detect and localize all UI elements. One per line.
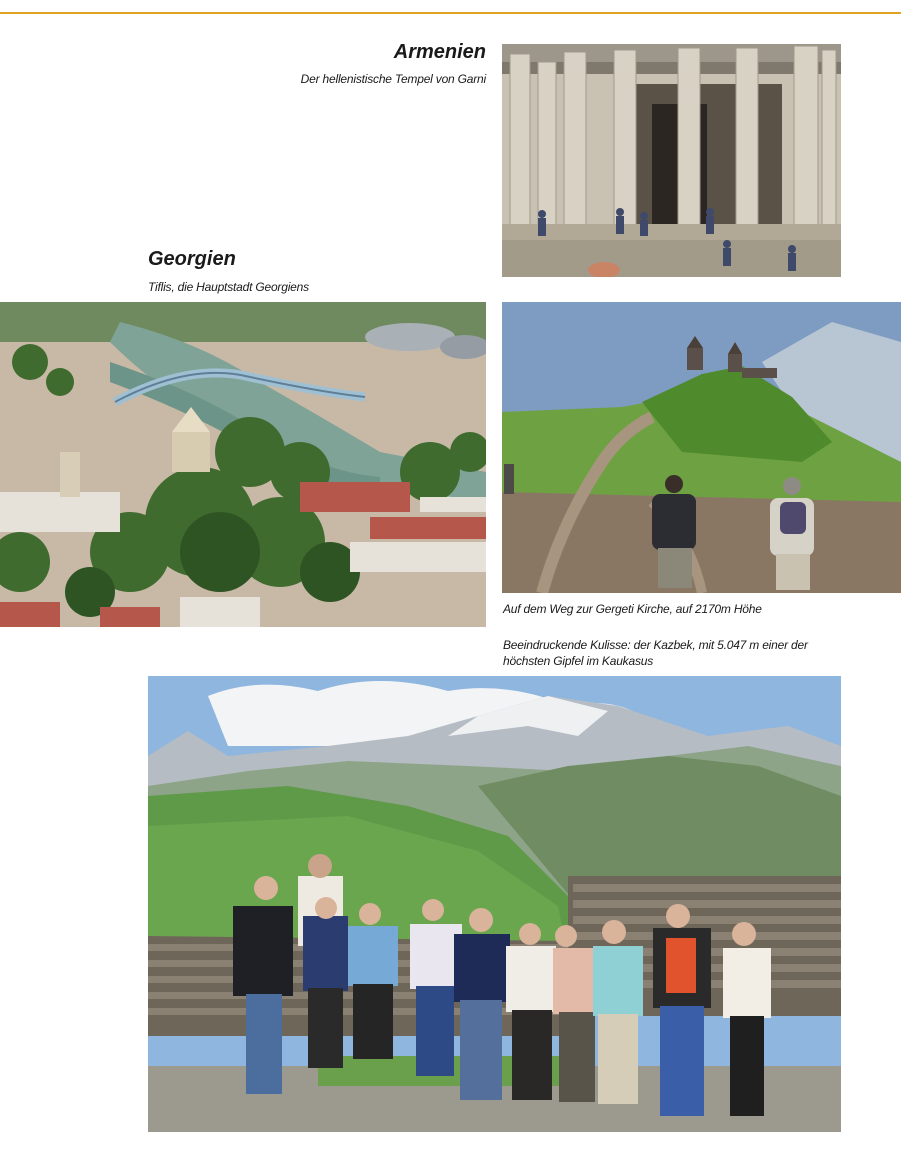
gergeti-church-photo bbox=[502, 302, 901, 593]
top-accent-rule bbox=[0, 12, 901, 14]
georgia-heading: Georgien bbox=[148, 248, 236, 270]
kazbek-group-photo bbox=[148, 676, 841, 1132]
gergeti-caption: Auf dem Weg zur Gergeti Kirche, auf 2170m Höhe bbox=[503, 602, 762, 616]
kazbek-caption-line1: Beeindruckende Kulisse: der Kazbek, mit 5.047 m einer der bbox=[503, 638, 808, 652]
armenia-heading: Armenien bbox=[393, 41, 486, 63]
garni-temple-photo bbox=[502, 44, 841, 277]
georgia-caption: Tiflis, die Hauptstadt Georgiens bbox=[148, 280, 309, 294]
armenia-caption: Der hellenistische Tempel von Garni bbox=[300, 72, 486, 86]
kazbek-caption-line2: höchsten Gipfel im Kaukasus bbox=[503, 654, 654, 668]
tbilisi-photo bbox=[0, 302, 486, 627]
